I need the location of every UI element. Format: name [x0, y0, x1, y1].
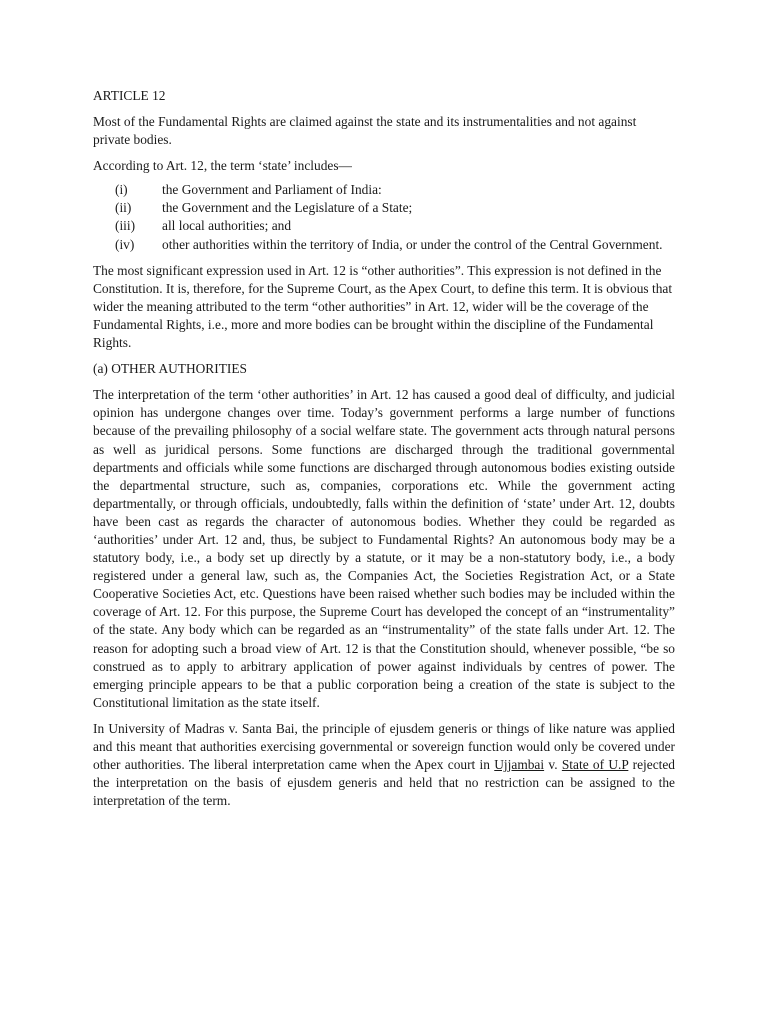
list-item-text: the Government and Parliament of India:: [162, 182, 382, 198]
significance-paragraph: The most significant expression used in Art. 12 is “other authorities”. This expression is not defined in the Constitution. It is, therefore, for the Supreme Court, as the Apex Court, to define this term. It is obvious that wider the meaning attributed to the term “other authorities” in Art. 12, wider will be the coverage of the Fundamental Rights, i.e., more and more bodies can be brought within the discipline of the Fundamental Rights.: [93, 262, 673, 351]
list-item: [93, 181, 675, 199]
list-item: [93, 217, 675, 235]
state-definition-list: [93, 181, 675, 253]
list-item-number: (i): [115, 182, 128, 198]
case-text-versus: v.: [544, 757, 562, 773]
list-item-number: (iii): [115, 218, 136, 234]
section-body-paragraph: The interpretation of the term ‘other authorities’ in Art. 12 has caused a good deal of difficulty, and judicial opinion has undergone changes over time. Today’s government performs a large number of functions because of the prevailing philosophy of a social welfare state. The government acts through natural persons as well as juridical persons. Some functions are discharged through the traditional governmental departments and officials while some functions are discharged through autonomous bodies existing outside the departmental structure, such as, companies, corporations etc. While the government acting departmentally, or through officials, undoubtedly, falls within the definition of ‘state’ under Art. 12, doubts have been cast as regards the character of autonomous bodies. Whether they could be regarded as ‘authorities’ under Art. 12 and, thus, be subject to Fundamental Rights? An autonomous body may be a statutory body, i.e., a body set up directly by a statute, or it may be a non-statutory body, i.e., a body registered under a general law, such as, the Companies Act, the Societies Registration Act, or a State Cooperative Societies Act, etc. Questions have been raised whether such bodies may be included within the coverage of Art. 12. For this purpose, the Supreme Court has developed the concept of an “instrumentality” of the state. Any body which can be regarded as an “instrumentality” of the state falls under Art. 12. The reason for adopting such a broad view of Art. 12 is that the Constitution should, whenever possible, “be so construed as to apply to arbitrary application of power against individuals by centres of power. The emerging principle appears to be that a public corporation being a creation of the state is subject to the Constitutional limitation as the state itself.: [93, 387, 675, 710]
list-item: [93, 236, 675, 254]
section-heading: (a) OTHER AUTHORITIES: [93, 361, 247, 377]
article-title: ARTICLE 12: [93, 88, 166, 103]
lead-paragraph: According to Art. 12, the term ‘state’ includes—: [93, 158, 352, 174]
document-page: [93, 80, 675, 818]
list-item-text: other authorities within the territory of India, or under the control of the Central Government.: [162, 236, 663, 252]
case-party-state: State of U.P: [561, 757, 629, 773]
list-item: [93, 199, 675, 217]
list-item-number: (iv): [115, 236, 135, 252]
case-text-part2: rejected the interpretation on the basis of ejusdem generis and held that no restriction can be assigned to the interpretation of the term.: [93, 757, 675, 809]
list-item-number: (ii): [115, 200, 132, 216]
case-party-ujjambai: Ujjambai: [494, 757, 545, 773]
case-text-part1: In University of Madras v. Santa Bai, the principle of ejusdem generis or things of like nature was applied and this meant that authorities exercising governmental or sovereign function would only be covered under other authorities. The liberal interpretation came when the Apex court in: [93, 720, 675, 773]
intro-paragraph: Most of the Fundamental Rights are claimed against the state and its instrumentalities and not against private bodies.: [93, 114, 637, 148]
case-paragraph: [93, 720, 675, 810]
list-item-text: all local authorities; and: [162, 218, 292, 234]
list-item-text: the Government and the Legislature of a State;: [162, 200, 413, 216]
